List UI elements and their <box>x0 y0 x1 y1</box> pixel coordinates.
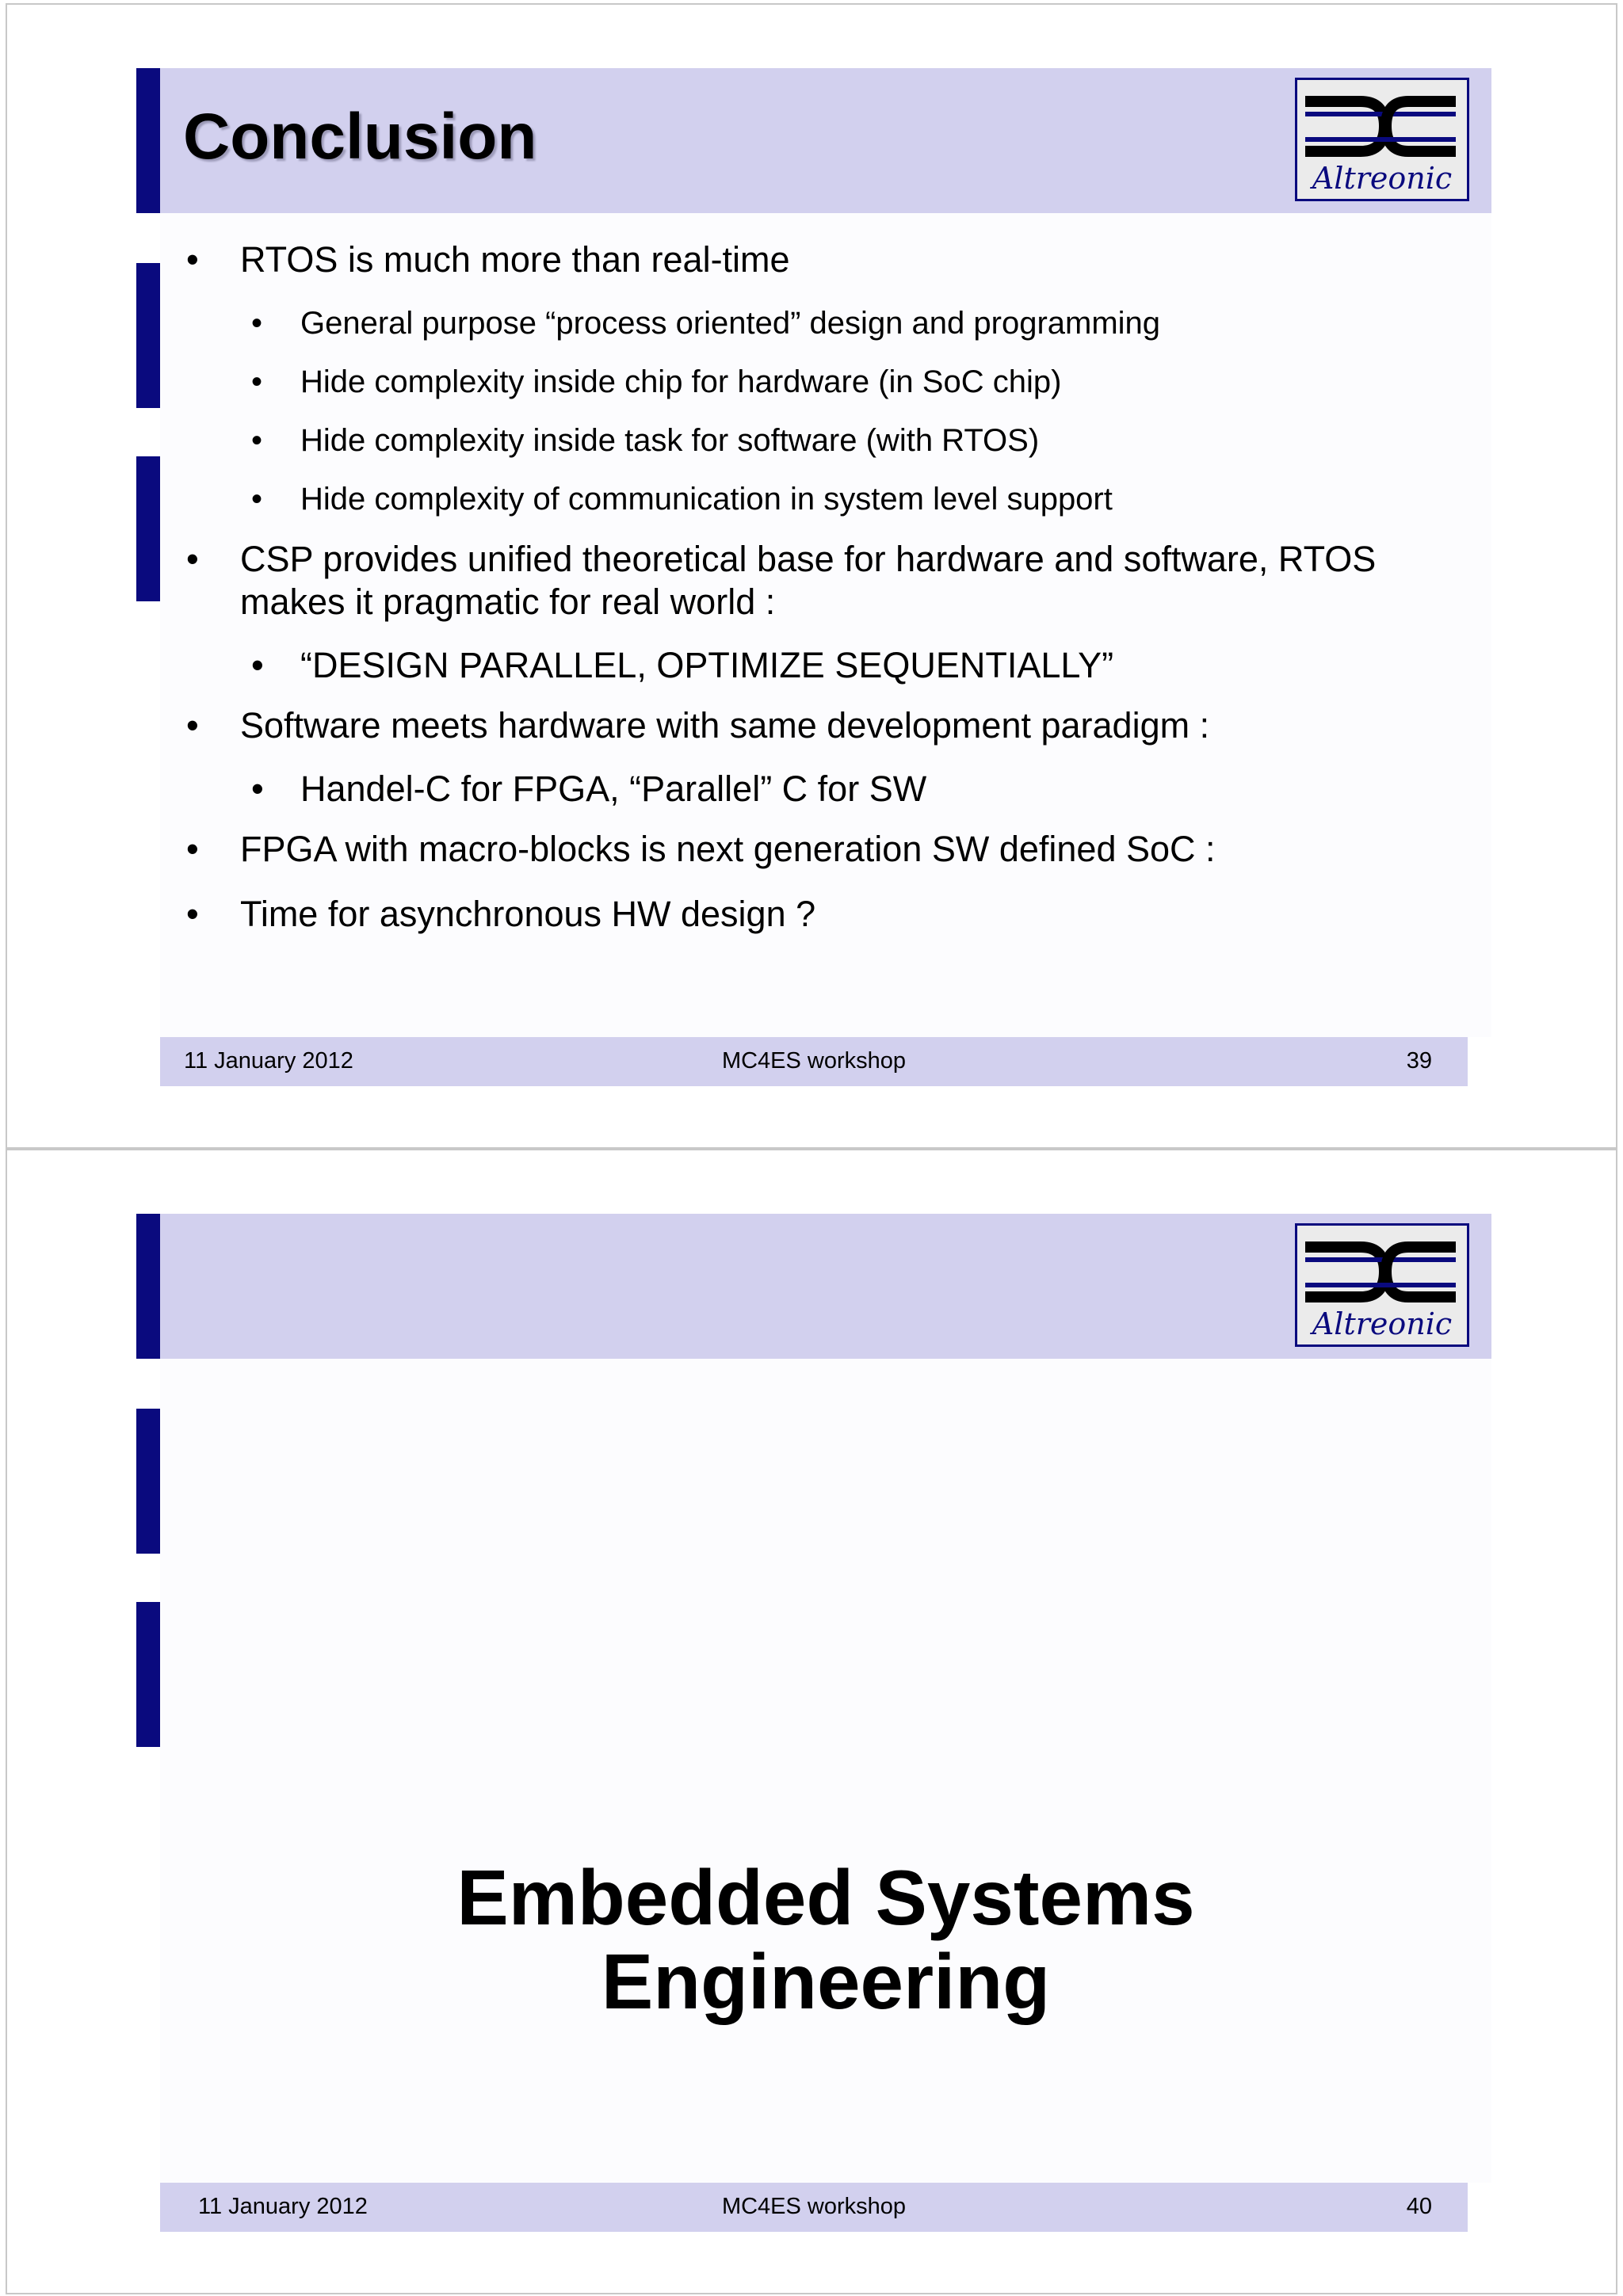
bullet-glyph: • <box>186 829 199 869</box>
bullet-text: RTOS is much more than real-time <box>240 239 790 280</box>
footer-event: MC4ES workshop <box>721 1048 907 1074</box>
bullet-text: FPGA with macro-blocks is next generation SW defined SoC : <box>240 829 1216 869</box>
bullet-glyph: • <box>251 482 263 517</box>
bullet-glyph: • <box>186 894 199 934</box>
accent-bar <box>136 1602 160 1747</box>
accent-bar <box>136 263 160 408</box>
page-number: 40 <box>1406 2194 1432 2219</box>
content-area <box>160 1359 1491 2183</box>
bullet-glyph: • <box>251 769 264 809</box>
bullet-glyph: • <box>186 539 199 579</box>
bullet-text: “DESIGN PARALLEL, OPTIMIZE SEQUENTIALLY” <box>300 645 1114 685</box>
sub-bullet-item <box>183 646 1483 685</box>
slide-title: Conclusion <box>183 101 537 173</box>
section-heading-line: Engineering <box>601 1938 1051 2025</box>
bullet-list <box>183 238 1483 958</box>
sub-bullet-item <box>183 362 1483 402</box>
altreonic-logo <box>1295 1223 1469 1347</box>
bullet-item <box>183 538 1483 624</box>
footer-event: MC4ES workshop <box>721 2194 907 2219</box>
bullet-glyph: • <box>251 364 263 399</box>
bullet-glyph: • <box>251 423 263 458</box>
title-band <box>160 1214 1491 1359</box>
sub-bullet-item <box>183 303 1483 343</box>
bullet-text: Hide complexity inside chip for hardware (in SoC chip) <box>300 364 1062 399</box>
logo-wordmark: Altreonic <box>1312 1306 1453 1341</box>
accent-bar <box>136 1409 160 1554</box>
sub-bullet-item <box>183 769 1483 809</box>
slide-footer <box>160 2183 1468 2232</box>
bullet-text: Handel-C for FPGA, “Parallel” C for SW <box>300 769 927 809</box>
bullet-glyph: • <box>186 239 199 280</box>
bullet-text: CSP provides unified theoretical base for hardware and software, RTOS makes it pragmatic for real world : <box>240 539 1377 622</box>
bullet-text: General purpose “process oriented” design and programming <box>300 306 1161 341</box>
bullet-item <box>183 828 1483 871</box>
logo-wordmark: Altreonic <box>1312 161 1453 196</box>
footer-date: 11 January 2012 <box>198 2194 368 2219</box>
bullet-glyph: • <box>186 705 199 746</box>
section-heading <box>160 1855 1491 2023</box>
bullet-item <box>183 893 1483 936</box>
bullet-glyph: • <box>251 306 263 341</box>
bullet-text: Time for asynchronous HW design ? <box>240 894 816 934</box>
footer-date: 11 January 2012 <box>184 1048 353 1074</box>
bullet-text: Hide complexity inside task for software (with RTOS) <box>300 423 1040 458</box>
sub-bullet-item <box>183 479 1483 519</box>
bullet-text: Software meets hardware with same development paradigm : <box>240 705 1210 746</box>
accent-bar <box>136 1214 160 1359</box>
slide-footer <box>160 1037 1468 1086</box>
slide-40 <box>6 1149 1617 2294</box>
bullet-item <box>183 704 1483 747</box>
section-heading-line: Embedded Systems <box>456 1854 1195 1941</box>
slide-39 <box>6 3 1617 1149</box>
altreonic-logo <box>1295 78 1469 201</box>
accent-bar <box>136 68 160 213</box>
bullet-text: Hide complexity of communication in system level support <box>300 482 1113 517</box>
page-number: 39 <box>1406 1048 1432 1074</box>
accent-bar <box>136 456 160 601</box>
bullet-item <box>183 238 1483 281</box>
sub-bullet-item <box>183 421 1483 460</box>
bullet-glyph: • <box>251 645 264 685</box>
